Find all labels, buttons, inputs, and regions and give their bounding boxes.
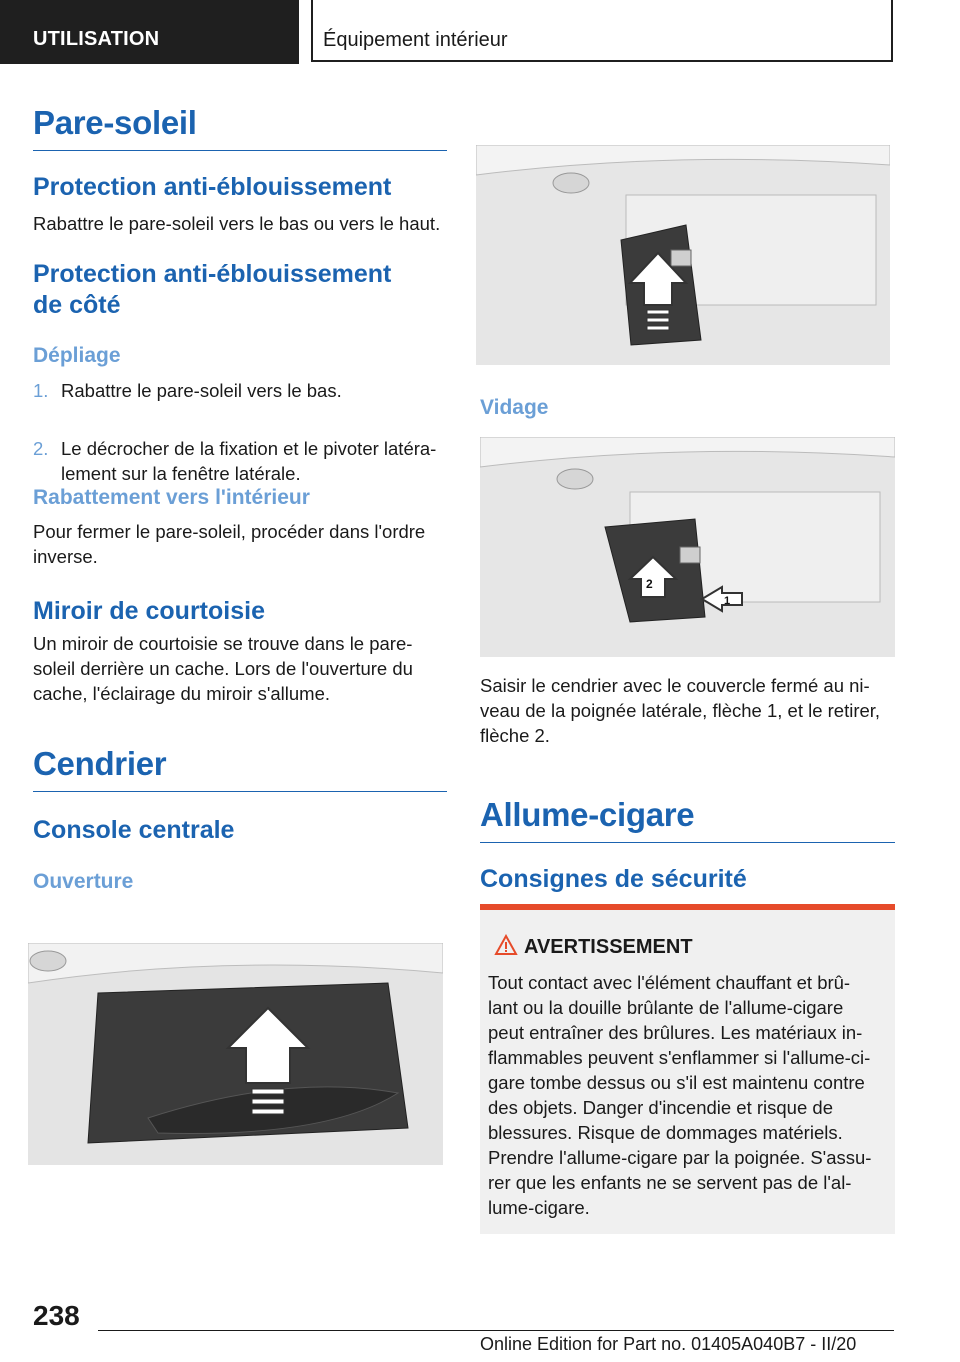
section-title-allume-cigare: Allume-cigare — [480, 796, 895, 843]
illustration-ashtray-removal — [480, 437, 895, 657]
section-title-cendrier: Cendrier — [33, 745, 447, 792]
warning-title: AVERTISSEMENT — [524, 936, 693, 958]
heading-consignes: Consignes de sécurité — [480, 865, 747, 893]
list-item: 2. Le décrocher de la fixation et le pivoter latéra- lement sur la fenêtre latérale. — [33, 438, 437, 484]
header-section-label: UTILISATION — [33, 28, 160, 50]
section-title-pare-soleil: Pare-soleil — [33, 104, 447, 151]
text-vidage: Saisir le cendrier avec le couvercle fermé au ni- veau de la poignée latérale, flèche 1, et le retirer, flèche 2. — [480, 675, 881, 746]
warning-text: Tout contact avec l'élément chauffant et brû- lant ou la douille brûlante de l'allume-cigare peut entraîner des brûlures. Les matériaux in- flammables peuvent s'enflammer si l'allume-ci- gare tombe dessus ou s'il est maintenu contre des objets. Danger d'incendie et risque de blessures. Risque de dommages matériels. Prendre l'allume-cigare par la poignée. S'assu- rer que les enfants ne se servent pas de l'al- lume-cigare. — [488, 972, 872, 1218]
header-chapter-label: Équipement intérieur — [323, 29, 508, 51]
callout-2: 2 — [646, 577, 653, 591]
illustration-ashtray-cover-closed — [28, 943, 443, 1165]
heading-miroir: Miroir de courtoisie — [33, 597, 265, 625]
text-anti-eblouissement: Rabattre le pare-soleil vers le bas ou vers le haut. — [33, 213, 441, 234]
footer-divider — [98, 1330, 894, 1331]
illustration-ashtray-lid-open — [476, 145, 890, 365]
callout-1: 1 — [724, 595, 731, 607]
heading-ouverture: Ouverture — [33, 870, 134, 893]
header-chapter-tab — [311, 0, 893, 62]
heading-rabattement: Rabattement vers l'intérieur — [33, 486, 310, 509]
text-rabattement: Pour fermer le pare-soleil, procéder dans l'ordre inverse. — [33, 521, 426, 567]
warning-box — [480, 904, 895, 1234]
page-number: 238 — [33, 1300, 80, 1331]
heading-vidage: Vidage — [480, 396, 549, 419]
heading-depliage: Dépliage — [33, 344, 121, 367]
warning-triangle-icon — [494, 934, 518, 956]
footer-edition: Online Edition for Part no. 01405A040B7 - II/20 — [480, 1334, 857, 1354]
text-miroir: Un miroir de courtoisie se trouve dans le pare- soleil derrière un cache. Lors de l'ouverture du cache, l'éclairage du miroir s'allume. — [33, 633, 413, 704]
list-item: 1. Rabattre le pare-soleil vers le bas. — [33, 380, 342, 401]
heading-anti-eblouissement: Protection anti-éblouissement — [33, 173, 392, 201]
heading-console-centrale: Console centrale — [33, 816, 235, 844]
heading-anti-eblouissement-cote: Protection anti-éblouissement de côté — [33, 260, 392, 319]
header-section-tab — [0, 0, 299, 64]
